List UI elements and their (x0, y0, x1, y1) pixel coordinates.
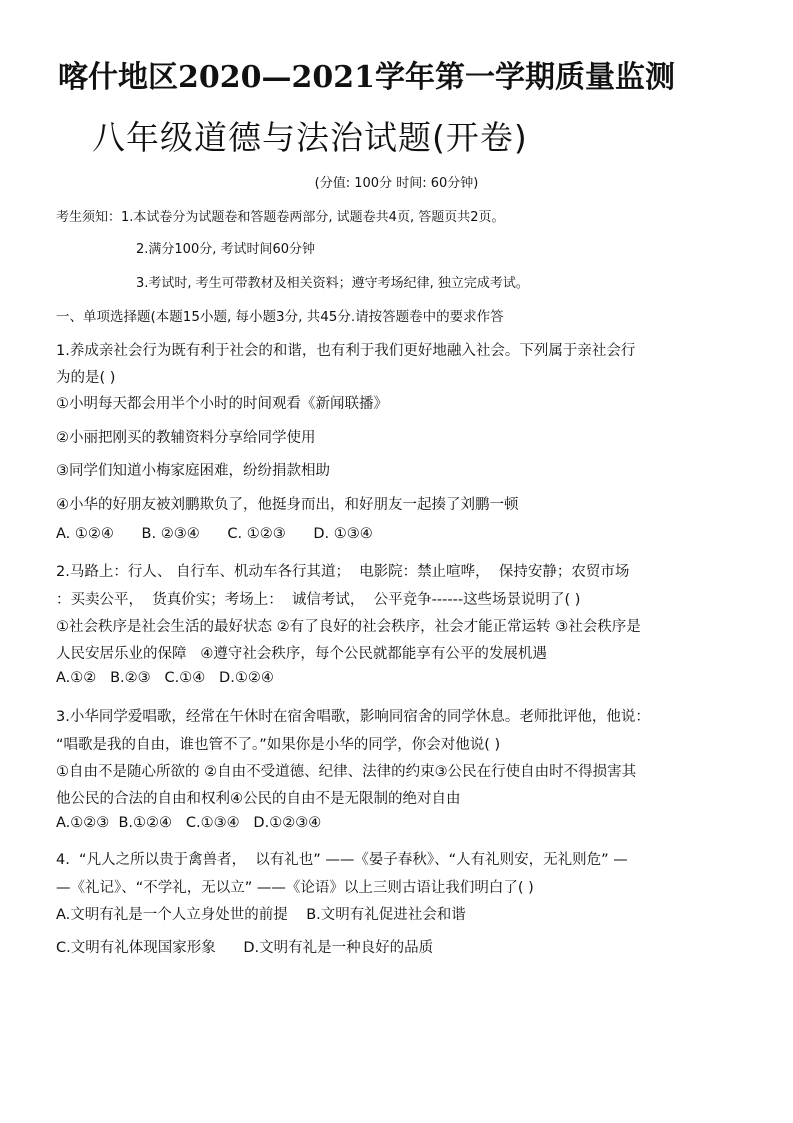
q4-choices-line-2: C.文明有礼体现国家形象 D.文明有礼是一种良好的品质 (56, 940, 434, 956)
q2-options-line-2: 人民安居乐业的保障 ④遵守社会秩序，每个公民就都能享有公平的发展机遇 (56, 646, 547, 662)
section-heading: 一、单项选择题(本题15小题, 每小题3分, 共45分.请按答题卷中的要求作答 (56, 309, 504, 325)
q1-stem-line-1: 1.养成亲社会行为既有利于社会的和谐，也有利于我们更好地融入社会。下列属于亲社会行 (56, 343, 636, 359)
q3-stem-line-1: 3.小华同学爱唱歌，经常在午休时在宿舍唱歌，影响同宿舍的同学休息。老师批评他，他说： (56, 709, 650, 725)
q1-option-2: ②小丽把刚买的教辅资料分享给同学使用 (56, 430, 316, 446)
q4-stem-line-2: —《礼记》、“不学礼，无以立” ——《论语》以上三则古语让我们明白了( ) (56, 880, 534, 896)
q2-stem-line-2: ：买卖公平， 货真价实；考场上： 诚信考试， 公平竞争------这些场景说明了( ) (56, 592, 581, 608)
score-time-info: (分值: 100分 时间: 60分钟) (314, 176, 479, 191)
instructions-line-3: 3.考试时, 考生可带教材及相关资料；遵守考场纪律, 独立完成考试。 (136, 276, 529, 291)
q1-choices: A. ①②④ B. ②③④ C. ①②③ D. ①③④ (56, 526, 373, 542)
exam-subtitle: 八年级道德与法治试题(开卷) (92, 118, 528, 157)
q1-stem-line-2: 为的是( ) (56, 370, 116, 386)
instructions-line-2: 2.满分100分, 考试时间60分钟 (136, 242, 316, 257)
q1-option-3: ③同学们知道小梅家庭困难，纷纷捐款相助 (56, 463, 330, 479)
instructions-line-1: 考生须知：1.本试卷分为试题卷和答题卷两部分, 试题卷共4页, 答题页共2页。 (56, 210, 505, 225)
q1-option-4: ④小华的好朋友被刘鹏欺负了，他挺身而出，和好朋友一起揍了刘鹏一顿 (56, 497, 519, 513)
q3-options-line-1: ①自由不是随心所欲的 ②自由不受道德、纪律、法律的约束③公民在行使自由时不得损害其 (56, 764, 637, 780)
q4-stem-line-1: 4. “凡人之所以贵于禽兽者， 以有礼也” ——《晏子春秋》、“人有礼则安，无礼则危” — (56, 852, 628, 868)
q1-option-1: ①小明每天都会用半个小时的时间观看《新闻联播》 (56, 396, 388, 412)
q2-options-line-1: ①社会秩序是社会生活的最好状态 ②有了良好的社会秩序，社会才能正常运转 ③社会秩序是 (56, 619, 641, 635)
q3-stem-line-2: “唱歌是我的自由，谁也管不了。”如果你是小华的同学，你会对他说( ) (56, 737, 501, 753)
exam-title: 喀什地区2020—2021学年第一学期质量监测 (58, 60, 675, 95)
q2-choices: A.①② B.②③ C.①④ D.①②④ (56, 670, 274, 686)
q3-options-line-2: 他公民的合法的自由和权利④公民的自由不是无限制的绝对自由 (56, 791, 461, 807)
q2-stem-line-1: 2.马路上：行人、 自行车、机动车各行其道； 电影院：禁止喧哗， 保持安静；农贸市场 (56, 564, 630, 580)
q4-choices-line-1: A.文明有礼是一个人立身处世的前提 B.文明有礼促进社会和谐 (56, 907, 466, 923)
q3-choices: A.①②③ B.①②④ C.①③④ D.①②③④ (56, 815, 322, 831)
